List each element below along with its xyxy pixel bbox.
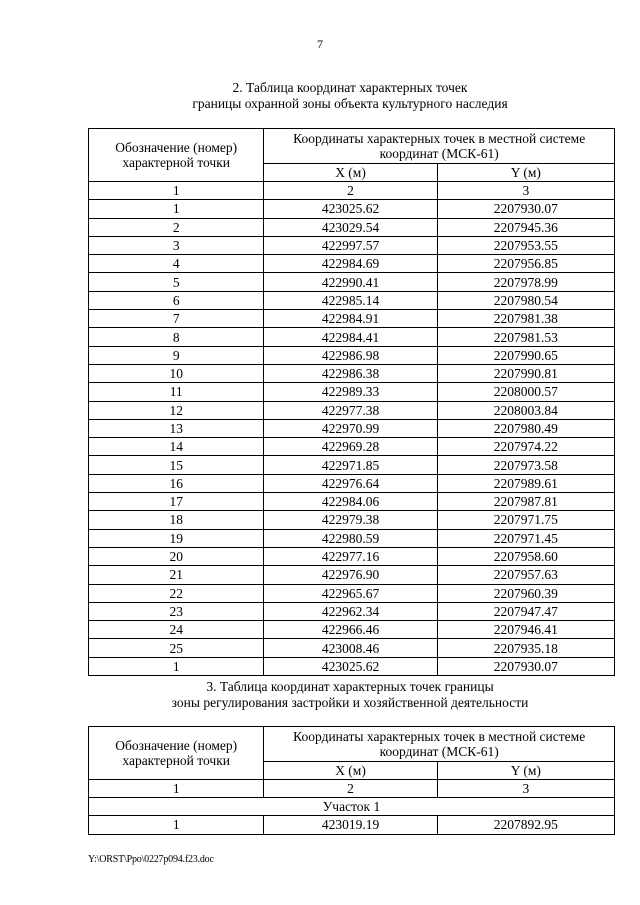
x-coordinate: 422984.06	[264, 493, 437, 511]
x-coordinate: 422989.33	[264, 383, 437, 401]
point-number: 23	[89, 602, 264, 620]
header-coordinates: Координаты характерных точек в местной системе координат (МСК-61)	[264, 727, 615, 762]
coordinates-table-3	[88, 726, 615, 835]
table-row	[89, 401, 615, 419]
table-row	[89, 438, 615, 456]
table-row	[89, 529, 615, 547]
point-number: 7	[89, 310, 264, 328]
table-row	[89, 493, 615, 511]
table-row	[89, 474, 615, 492]
x-coordinate: 422977.38	[264, 401, 437, 419]
page-number: 7	[317, 37, 323, 51]
table-row	[89, 255, 615, 273]
y-coordinate: 2208003.84	[437, 401, 614, 419]
y-coordinate: 2207953.55	[437, 236, 614, 254]
y-coordinate: 2207956.85	[437, 255, 614, 273]
point-number: 9	[89, 346, 264, 364]
header-y: Y (м)	[437, 164, 614, 182]
point-number: 4	[89, 255, 264, 273]
x-coordinate: 422980.59	[264, 529, 437, 547]
x-coordinate: 423019.19	[264, 816, 437, 834]
table-row	[89, 218, 615, 236]
point-number: 1	[89, 657, 264, 675]
y-coordinate: 2207978.99	[437, 273, 614, 291]
point-number: 1	[89, 816, 264, 834]
table-row	[89, 511, 615, 529]
table3-title-line1: 3. Таблица координат характерных точек границы	[206, 679, 494, 694]
y-coordinate: 2207892.95	[437, 816, 614, 834]
table-row	[89, 291, 615, 309]
table3-title	[0, 679, 640, 711]
y-coordinate: 2207958.60	[437, 547, 614, 565]
table3-title-line2: зоны регулирования застройки и хозяйственной деятельности	[171, 695, 529, 710]
x-coordinate: 423029.54	[264, 218, 437, 236]
table-row	[89, 236, 615, 254]
footer-file-path: Y:\ORST\Ppo\0227p094.f23.doc	[88, 854, 214, 865]
point-number: 19	[89, 529, 264, 547]
x-coordinate: 422986.38	[264, 364, 437, 382]
y-coordinate: 2207971.75	[437, 511, 614, 529]
x-coordinate: 422990.41	[264, 273, 437, 291]
x-coordinate: 423025.62	[264, 200, 437, 218]
x-coordinate: 422984.41	[264, 328, 437, 346]
table2-title	[0, 80, 640, 112]
header-y: Y (м)	[437, 762, 614, 780]
y-coordinate: 2207947.47	[437, 602, 614, 620]
point-number: 14	[89, 438, 264, 456]
point-number: 25	[89, 639, 264, 657]
x-coordinate: 422976.90	[264, 566, 437, 584]
point-number: 2	[89, 218, 264, 236]
x-coordinate: 422965.67	[264, 584, 437, 602]
point-number: 1	[89, 200, 264, 218]
y-coordinate: 2207990.65	[437, 346, 614, 364]
x-coordinate: 422971.85	[264, 456, 437, 474]
point-number: 24	[89, 621, 264, 639]
point-number: 8	[89, 328, 264, 346]
x-coordinate: 422970.99	[264, 419, 437, 437]
table-row	[89, 816, 615, 834]
x-coordinate: 422976.64	[264, 474, 437, 492]
table-row	[89, 328, 615, 346]
table-row	[89, 639, 615, 657]
table-row	[89, 200, 615, 218]
point-number: 5	[89, 273, 264, 291]
x-coordinate: 422977.16	[264, 547, 437, 565]
y-coordinate: 2207971.45	[437, 529, 614, 547]
table-row	[89, 657, 615, 675]
y-coordinate: 2207930.07	[437, 200, 614, 218]
point-number: 12	[89, 401, 264, 419]
header-coordinates: Координаты характерных точек в местной системе координат (МСК-61)	[264, 129, 615, 164]
point-number: 21	[89, 566, 264, 584]
y-coordinate: 2207973.58	[437, 456, 614, 474]
table-row	[89, 602, 615, 620]
y-coordinate: 2207990.81	[437, 364, 614, 382]
point-number: 16	[89, 474, 264, 492]
table-row	[89, 383, 615, 401]
y-coordinate: 2208000.57	[437, 383, 614, 401]
y-coordinate: 2207981.38	[437, 310, 614, 328]
table2-body	[89, 200, 615, 676]
y-coordinate: 2207974.22	[437, 438, 614, 456]
point-number: 15	[89, 456, 264, 474]
point-number: 18	[89, 511, 264, 529]
point-number: 20	[89, 547, 264, 565]
x-coordinate: 422997.57	[264, 236, 437, 254]
table-row	[89, 566, 615, 584]
point-number: 13	[89, 419, 264, 437]
x-coordinate: 422984.91	[264, 310, 437, 328]
header-x: X (м)	[264, 762, 437, 780]
y-coordinate: 2207980.54	[437, 291, 614, 309]
table-row	[89, 346, 615, 364]
table-row	[89, 364, 615, 382]
y-coordinate: 2207946.41	[437, 621, 614, 639]
x-coordinate: 422966.46	[264, 621, 437, 639]
point-number: 10	[89, 364, 264, 382]
table2-title-line2: границы охранной зоны объекта культурного наследия	[192, 96, 508, 111]
point-number: 11	[89, 383, 264, 401]
table-row	[89, 547, 615, 565]
y-coordinate: 2207945.36	[437, 218, 614, 236]
x-coordinate: 423025.62	[264, 657, 437, 675]
table-row	[89, 273, 615, 291]
x-coordinate: 422984.69	[264, 255, 437, 273]
column-number-row: 1 2 3	[89, 182, 615, 200]
table-row	[89, 621, 615, 639]
x-coordinate: 422962.34	[264, 602, 437, 620]
y-coordinate: 2207960.39	[437, 584, 614, 602]
y-coordinate: 2207980.49	[437, 419, 614, 437]
table3-body	[89, 816, 615, 834]
y-coordinate: 2207935.18	[437, 639, 614, 657]
table-row	[89, 419, 615, 437]
table2-title-line1: 2. Таблица координат характерных точек	[232, 80, 468, 95]
section-label: Участок 1	[89, 798, 615, 816]
y-coordinate: 2207981.53	[437, 328, 614, 346]
y-coordinate: 2207989.61	[437, 474, 614, 492]
x-coordinate: 422979.38	[264, 511, 437, 529]
y-coordinate: 2207957.63	[437, 566, 614, 584]
header-point-designation: Обозначение (номер) характерной точки	[89, 129, 264, 182]
coordinates-table-2	[88, 128, 615, 676]
table-row	[89, 584, 615, 602]
column-number-row: 1 2 3	[89, 780, 615, 798]
header-x: X (м)	[264, 164, 437, 182]
table-row	[89, 310, 615, 328]
y-coordinate: 2207930.07	[437, 657, 614, 675]
point-number: 22	[89, 584, 264, 602]
x-coordinate: 423008.46	[264, 639, 437, 657]
point-number: 17	[89, 493, 264, 511]
point-number: 3	[89, 236, 264, 254]
x-coordinate: 422985.14	[264, 291, 437, 309]
y-coordinate: 2207987.81	[437, 493, 614, 511]
x-coordinate: 422969.28	[264, 438, 437, 456]
section-row	[89, 798, 615, 816]
x-coordinate: 422986.98	[264, 346, 437, 364]
table-row	[89, 456, 615, 474]
point-number: 6	[89, 291, 264, 309]
header-point-designation: Обозначение (номер) характерной точки	[89, 727, 264, 780]
